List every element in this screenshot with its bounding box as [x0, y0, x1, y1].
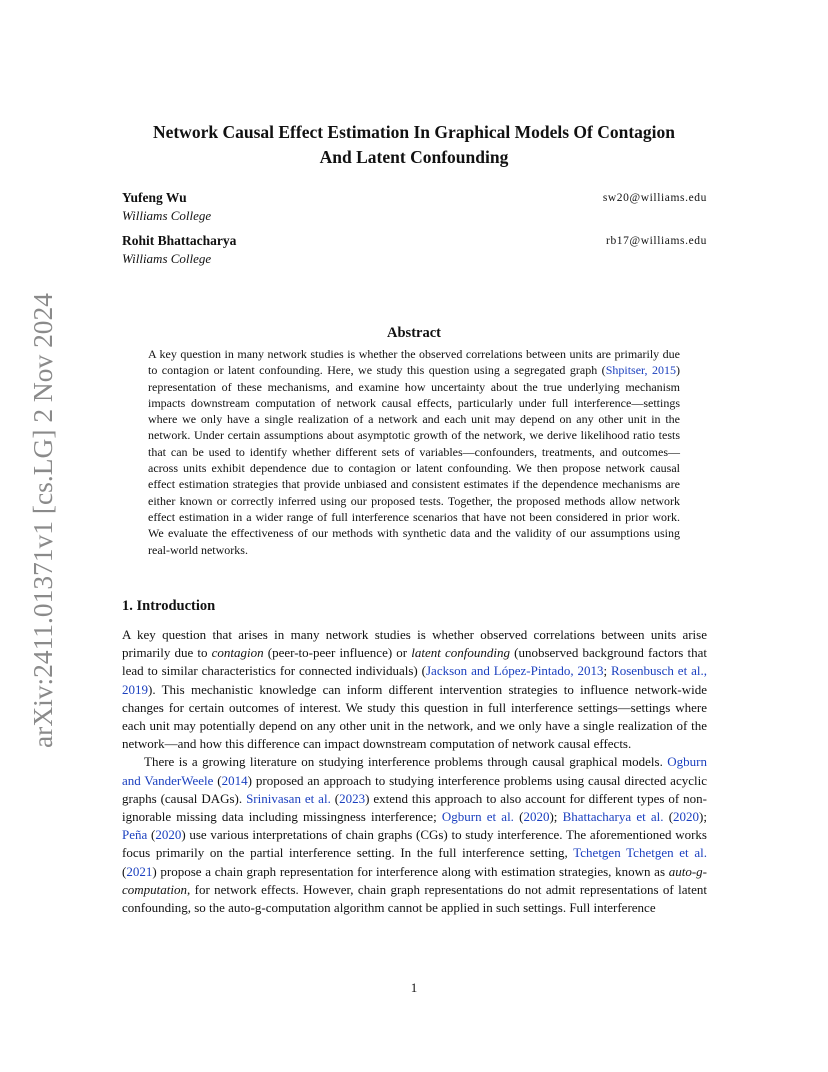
citation-link[interactable]: 2021: [126, 863, 153, 879]
author-affiliation: Williams College: [122, 251, 212, 266]
citation-link[interactable]: Peña: [122, 827, 148, 843]
paragraph: [122, 626, 707, 753]
author-block-1: [122, 189, 707, 225]
citation-link[interactable]: Jackson and López-Pintado, 2013: [426, 663, 604, 679]
text-run: ) extend this approach to also account for different types of non-ignorable missing data including missingness interference;: [122, 790, 707, 825]
arxiv-identifier-stamp: [8, 290, 68, 750]
citation-link[interactable]: 2020: [155, 827, 182, 843]
citation-link[interactable]: 2023: [339, 790, 366, 806]
abstract-text-run: A key question in many network studies is whether the observed correlations between units are primarily due to contagion or latent confounding. Here, we study this question using a segregated graph (: [148, 347, 680, 378]
text-run: A key question that arises in many network studies is whether observed correlations between units arise primarily due to: [122, 627, 707, 661]
abstract-heading: Abstract: [387, 325, 441, 341]
text-run: (: [330, 790, 340, 806]
citation-link[interactable]: Tchetgen Tchetgen et al.: [573, 845, 707, 861]
text-run: (: [663, 809, 674, 825]
author-name: Rohit Bhattacharya: [122, 233, 237, 248]
text-run: );: [699, 809, 707, 825]
text-run: (peer-to-peer influence) or: [263, 645, 412, 661]
text-run: );: [549, 809, 563, 825]
text-run: (: [513, 809, 524, 825]
emphasized-term: contagion: [211, 645, 264, 661]
text-run: ;: [603, 663, 612, 679]
text-run: There is a growing literature on studying interference problems through causal graphical models.: [144, 754, 668, 770]
text-run: (: [147, 827, 156, 843]
text-run: ) proposed an approach to studying interference problems using causal directed acyclic graphs (causal DAGs).: [122, 772, 707, 806]
arxiv-stamp-text: arXiv:2411.01371v1 [cs.LG] 2 Nov 2024: [28, 300, 58, 748]
page-number: 1: [410, 980, 418, 995]
author-affiliation: Williams College: [122, 208, 212, 223]
emphasized-term: auto-g-computation: [122, 863, 707, 897]
text-run: (unobserved background factors that lead to similar characteristics for connected individuals) (: [122, 645, 707, 679]
author-email[interactable]: rb17@williams.edu: [606, 235, 707, 247]
author-name: Yufeng Wu: [122, 190, 187, 205]
text-run: ) propose a chain graph representation for interference along with estimation strategies, known as: [152, 863, 669, 879]
author-email[interactable]: sw20@williams.edu: [602, 192, 707, 204]
text-run: (: [213, 772, 222, 788]
text-run: ) use various interpretations of chain graphs (CGs) to study interference. The aforementioned works focus primarily on the partial interference setting. In the full interference setting,: [122, 827, 707, 861]
citation-link[interactable]: Srinivasan et al.: [246, 790, 331, 806]
section-heading-introduction: 1. Introduction: [122, 598, 216, 614]
citation-link[interactable]: Bhattacharya et al.: [562, 809, 664, 825]
citation-link[interactable]: 2020: [523, 809, 550, 825]
paper-title: [100, 120, 728, 170]
introduction-body: [122, 626, 707, 917]
text-run: (: [122, 863, 127, 879]
citation-link[interactable]: 2014: [221, 772, 248, 788]
text-run: ). This mechanistic knowledge can inform different intervention strategies to influence network-wide changes for certain outcomes of interest. We study this question in full interference settings—settings where each unit may potentially depend on any other unit in the network, and we only have a single realization of the network—and how this difference can impact downstream computation of network causal effects.: [122, 681, 707, 752]
citation-link[interactable]: Ogburn and VanderWeele: [122, 754, 707, 788]
paper-title-line-1: Network Causal Effect Estimation In Graphical Models Of Contagion: [152, 122, 676, 142]
citation-link[interactable]: Rosenbusch et al., 2019: [122, 663, 707, 697]
paper-title-line-2: And Latent Confounding: [319, 147, 509, 167]
citation-link[interactable]: 2020: [673, 809, 700, 825]
citation-link[interactable]: Ogburn et al.: [441, 809, 514, 825]
emphasized-term: latent confounding: [411, 645, 510, 661]
text-run: , for network effects. However, chain graph representations do not admit representations of latent confounding, so the auto-g-computation algorithm cannot be applied in such settings. Full interference: [122, 881, 707, 916]
citation-link[interactable]: Shpitser, 2015: [605, 363, 677, 378]
abstract-text: [148, 346, 680, 558]
paragraph: [122, 753, 707, 917]
author-block-2: [122, 232, 707, 268]
abstract-text-run: ) representation of these mechanisms, and examine how uncertainty about the true underlying mechanism impacts downstream computation of network causal effects, particularly under full interference—settings where we only have a single realization of a network and each unit may depend on any other unit in the network. Under certain assumptions about asymptotic growth of the network, we derive likelihood ratio tests that can be used to identify whether different sets of variables—confounders, treatments, and outcomes—across units exhibit dependence due to contagion or latent confounding. We then propose network causal effect estimation strategies that provide unbiased and consistent estimates if the dependence mechanisms are either known or correctly inferred using our proposed tests. Together, the proposed methods allow network effect estimation in a wider range of full interference scenarios that have not been considered in prior work. We evaluate the effectiveness of our methods with synthetic data and the validity of our assumptions using real-world networks.: [148, 363, 681, 557]
